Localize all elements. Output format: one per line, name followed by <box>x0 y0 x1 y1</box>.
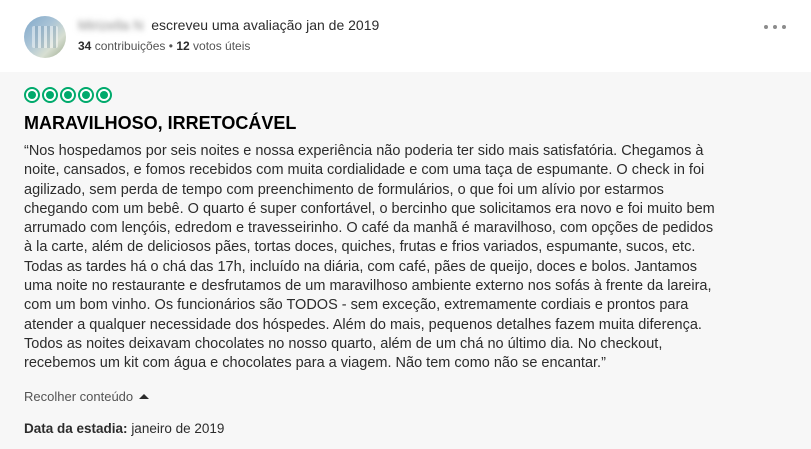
more-dot <box>782 25 786 29</box>
more-dot <box>773 25 777 29</box>
review-text-line: chegando com um bebê. O quarto é super confortável, o bercinho que solicitamos era novo e foi muito bem <box>24 200 715 217</box>
helpful-votes-count: 12 <box>176 39 190 53</box>
review-author-line <box>78 17 379 34</box>
review-text-line: noite, cansados, e fomos recebidos com muita cordialidade e com uma taça de espumante. O check in foi <box>24 162 705 179</box>
collapse-content-button[interactable] <box>24 389 149 404</box>
stay-date-value: janeiro de 2019 <box>131 421 225 436</box>
review-title[interactable]: MARAVILHOSO, IRRETOCÁVEL <box>24 113 297 133</box>
review-text-line: atender a qualquer necessidade dos hóspedes. Além do mais, pequenos detalhes fazem muita diferença. <box>24 316 702 333</box>
rating-bubbles <box>24 87 112 103</box>
rating-bubble-icon <box>42 87 58 103</box>
stay-date-label: Data da estadia: <box>24 421 128 436</box>
author-name-link[interactable]: Mirizella N <box>78 17 144 33</box>
review-text-line: recebemos um kit com água e chocolates para a viagem. Não tem como não se encantar.” <box>24 355 606 372</box>
review-body <box>0 72 811 449</box>
more-dot <box>764 25 768 29</box>
review-text-line: “Nos hospedamos por seis noites e nossa experiência não poderia ter sido mais satisfatória. Chegamos à <box>24 143 704 159</box>
contributions-count: 34 <box>78 39 92 53</box>
review-text-line: Todos as noites deixavam chocolates no nosso quarto, além de um chá no último dia. No checkout, <box>24 335 663 352</box>
avatar[interactable] <box>24 16 66 58</box>
stay-date <box>24 421 224 436</box>
review-text-line: com um bom vinho. Os funcionários são TODOS - sem exceção, extremamente cordiais e prontos para <box>24 297 689 314</box>
rating-bubble-icon <box>78 87 94 103</box>
review-written-date: escreveu uma avaliação jan de 2019 <box>151 17 380 33</box>
helpful-votes-label: votos úteis <box>193 39 251 53</box>
review-text-line: uma noite no restaurante e desfrutamos de um maravilhoso ambiente externo nos sofás à frente da lareira, <box>24 278 712 295</box>
rating-bubble-icon <box>60 87 76 103</box>
review-text <box>24 142 790 374</box>
review-text-line: agilizado, sem perda de tempo com preenchimento de formulários, o que foi um alívio por estarmos <box>24 181 664 198</box>
caret-up-icon <box>139 394 149 399</box>
rating-bubble-icon <box>96 87 112 103</box>
review-header <box>0 0 811 72</box>
stats-separator: • <box>168 39 173 53</box>
contributions-label: contribuições <box>94 39 166 53</box>
author-stats <box>78 39 250 53</box>
rating-bubble-icon <box>24 87 40 103</box>
collapse-label: Recolher conteúdo <box>24 389 134 404</box>
more-options-icon[interactable] <box>764 22 786 32</box>
review-text-line: à la carte, além de deliciosos pães, tortas doces, quiches, frutas e frios variados, espumante, sucos, etc. <box>24 239 696 256</box>
review-text-line: arrumado com lençóis, edredom e travesseirinho. O café da manhã é maravilhoso, com opções de pedidos <box>24 220 714 237</box>
review-text-line: Todas as tardes há o chá das 17h, incluído na diária, com café, pães de queijo, doces e bolos. Jantamos <box>24 258 698 275</box>
